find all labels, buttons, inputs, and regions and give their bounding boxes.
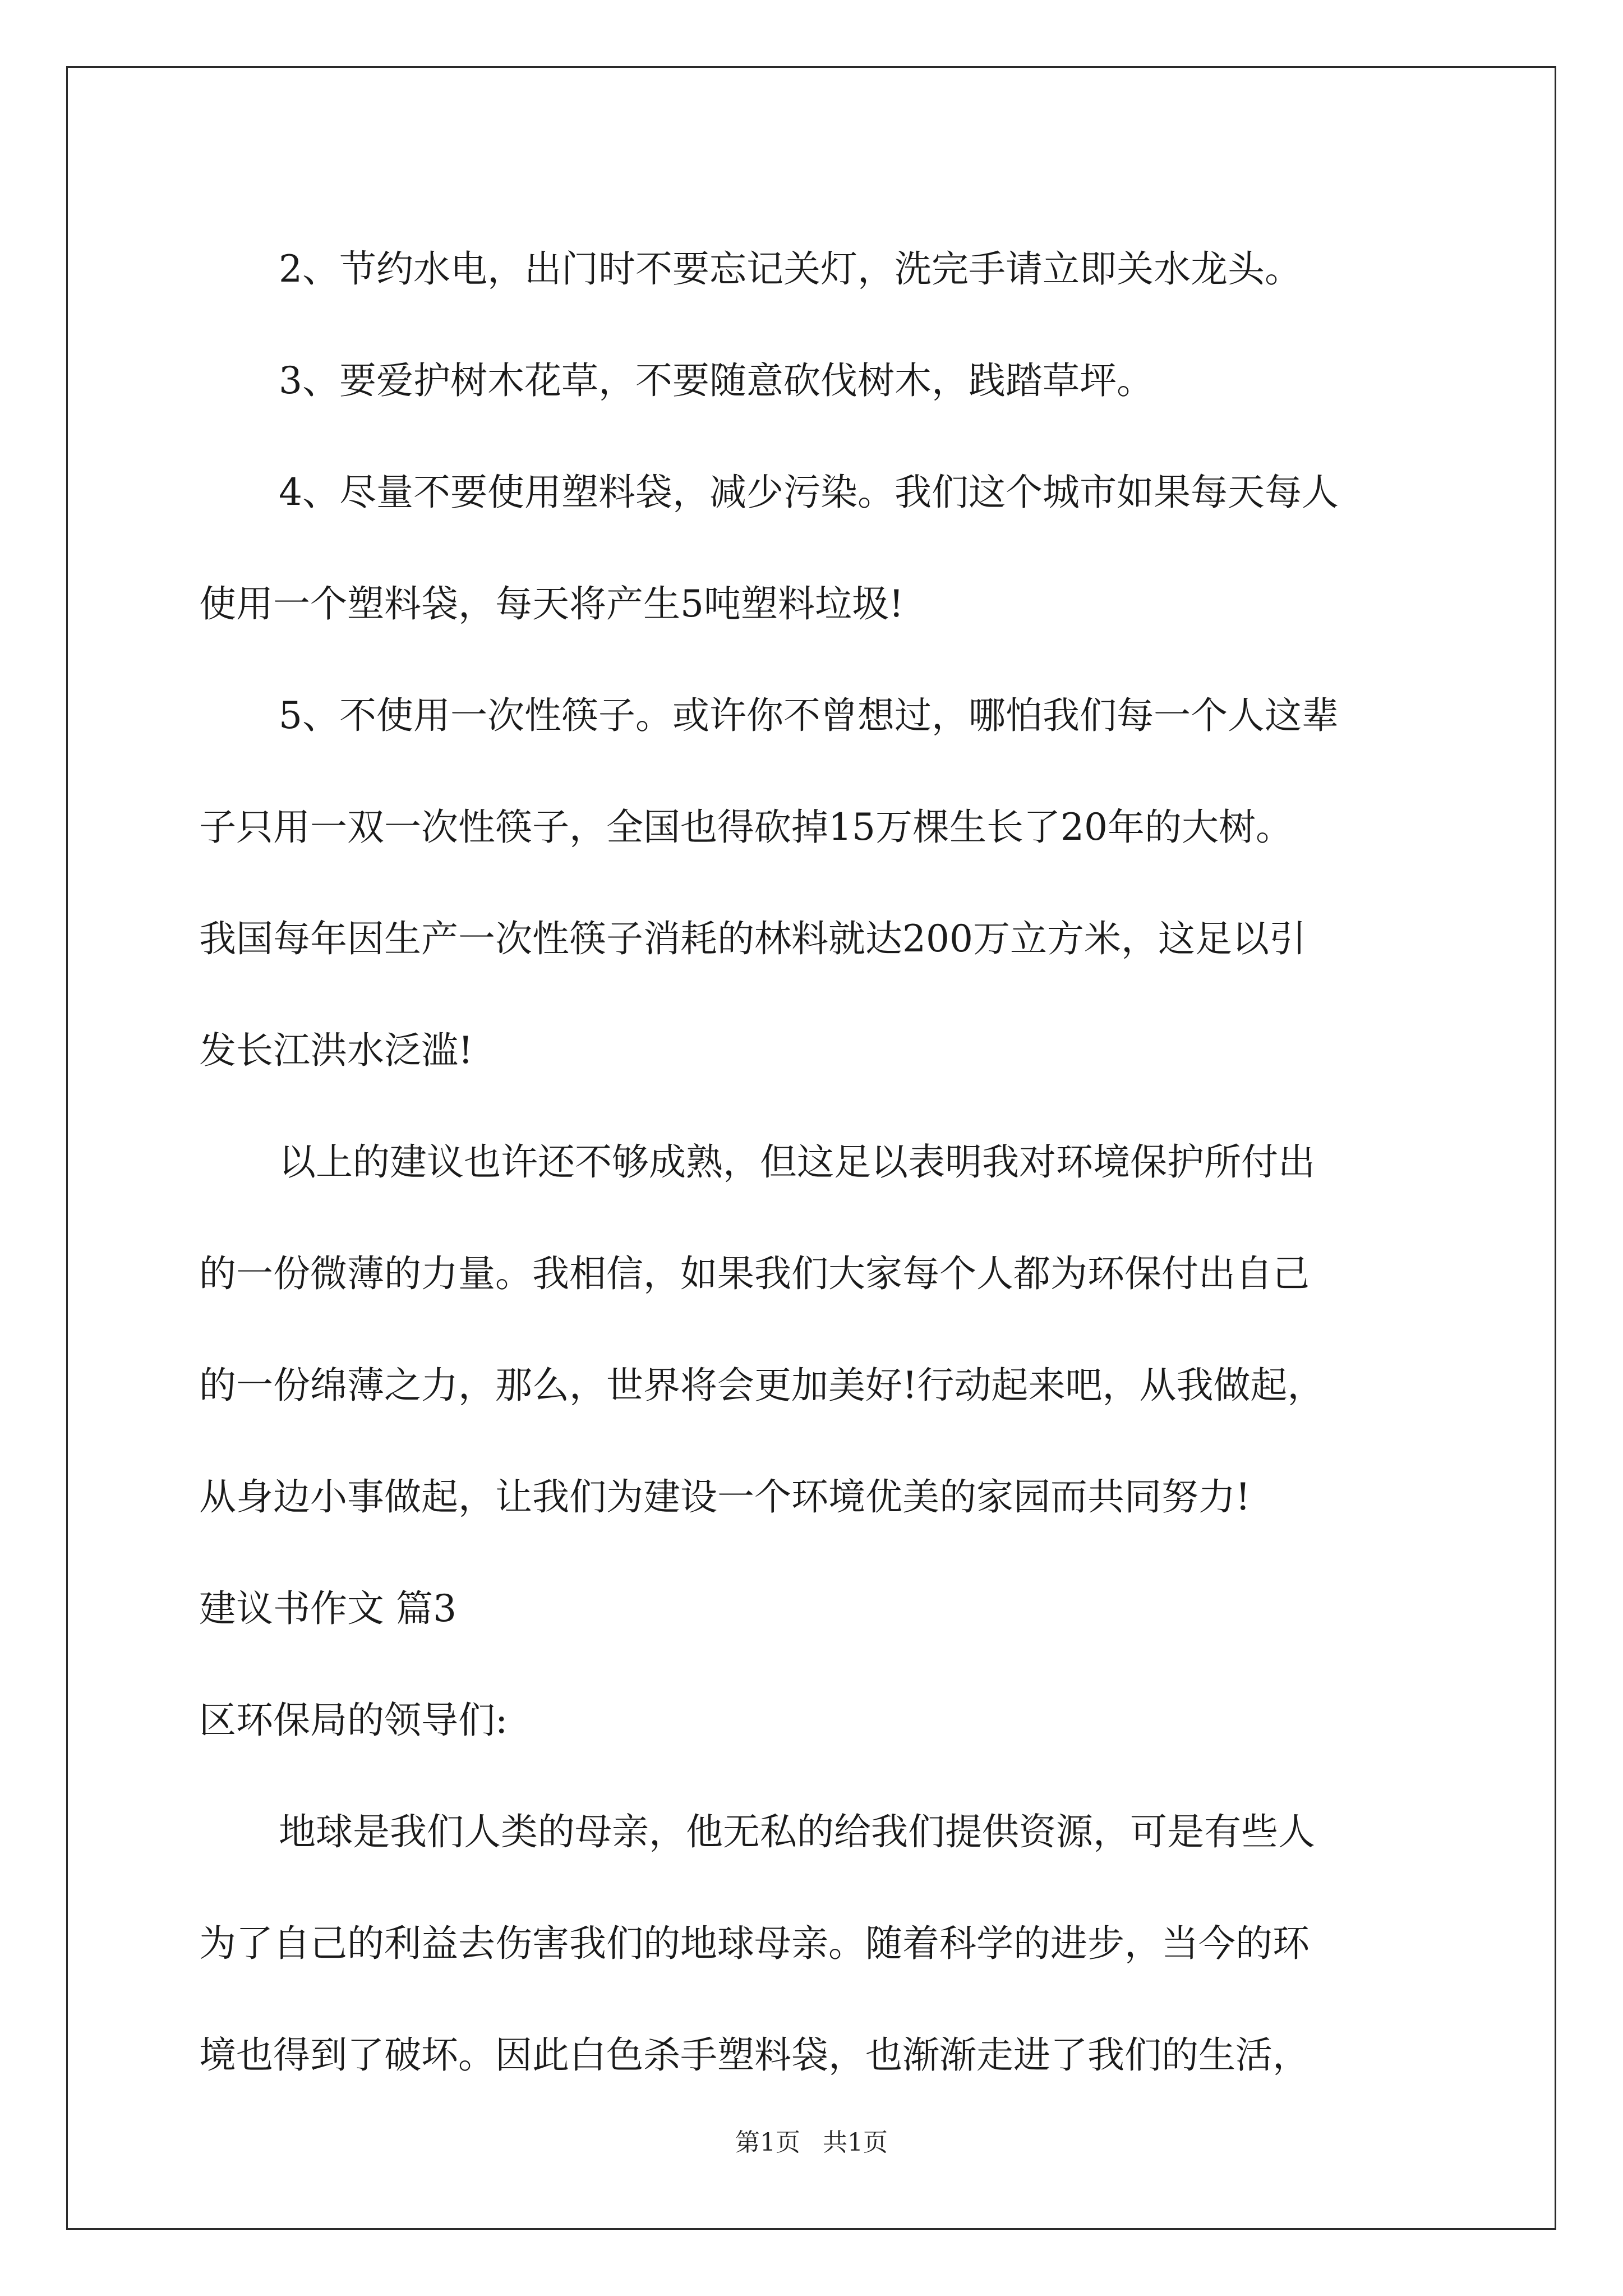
paragraph-line: 4、尽量不要使用塑料袋，减少污染。我们这个城市如果每天每人 xyxy=(279,471,1339,514)
paragraph-line: 使用一个塑料袋，每天将产生5吨塑料垃圾! xyxy=(199,582,904,625)
paragraph-line: 的一份绵薄之力，那么，世界将会更加美好!行动起来吧，从我做起， xyxy=(199,1364,1325,1407)
paragraph-line: 以上的建议也许还不够成熟，但这足以表明我对环境保护所付出 xyxy=(279,1140,1315,1184)
page-number: 第1页 xyxy=(735,2128,800,2157)
paragraph-line: 3、要爱护树木花草，不要随意砍伐树木，践踏草坪。 xyxy=(279,359,1154,402)
paragraph-line: 发长江洪水泛滥! xyxy=(199,1029,473,1072)
paragraph-line: 5、不使用一次性筷子。或许你不曾想过，哪怕我们每一个人这辈 xyxy=(279,694,1339,737)
paragraph-line: 我国每年因生产一次性筷子消耗的林料就达200万立方米，这足以引 xyxy=(199,917,1306,960)
document-body xyxy=(199,213,1467,2111)
paragraph-line: 子只用一双一次性筷子，全国也得砍掉15万棵生长了20年的大树。 xyxy=(199,806,1293,849)
paragraph-line: 境也得到了破坏。因此白色杀手塑料袋，也渐渐走进了我们的生活， xyxy=(199,2033,1310,2077)
page-footer xyxy=(0,2126,1623,2160)
salutation: 区环保局的领导们: xyxy=(199,1699,508,1742)
paragraph-line: 从身边小事做起，让我们为建设一个环境优美的家园而共同努力! xyxy=(199,1475,1251,1519)
page-total: 共1页 xyxy=(823,2128,888,2157)
paragraph-line: 的一份微薄的力量。我相信，如果我们大家每个人都为环保付出自己 xyxy=(199,1252,1310,1295)
paragraph-line: 地球是我们人类的母亲，他无私的给我们提供资源，可是有些人 xyxy=(279,1810,1315,1853)
section-heading: 建议书作文 篇3 xyxy=(199,1587,457,1630)
paragraph-line: 2、节约水电，出门时不要忘记关灯，洗完手请立即关水龙头。 xyxy=(279,247,1302,291)
paragraph-line: 为了自己的利益去伤害我们的地球母亲。随着科学的进步，当今的环 xyxy=(199,1922,1310,1965)
